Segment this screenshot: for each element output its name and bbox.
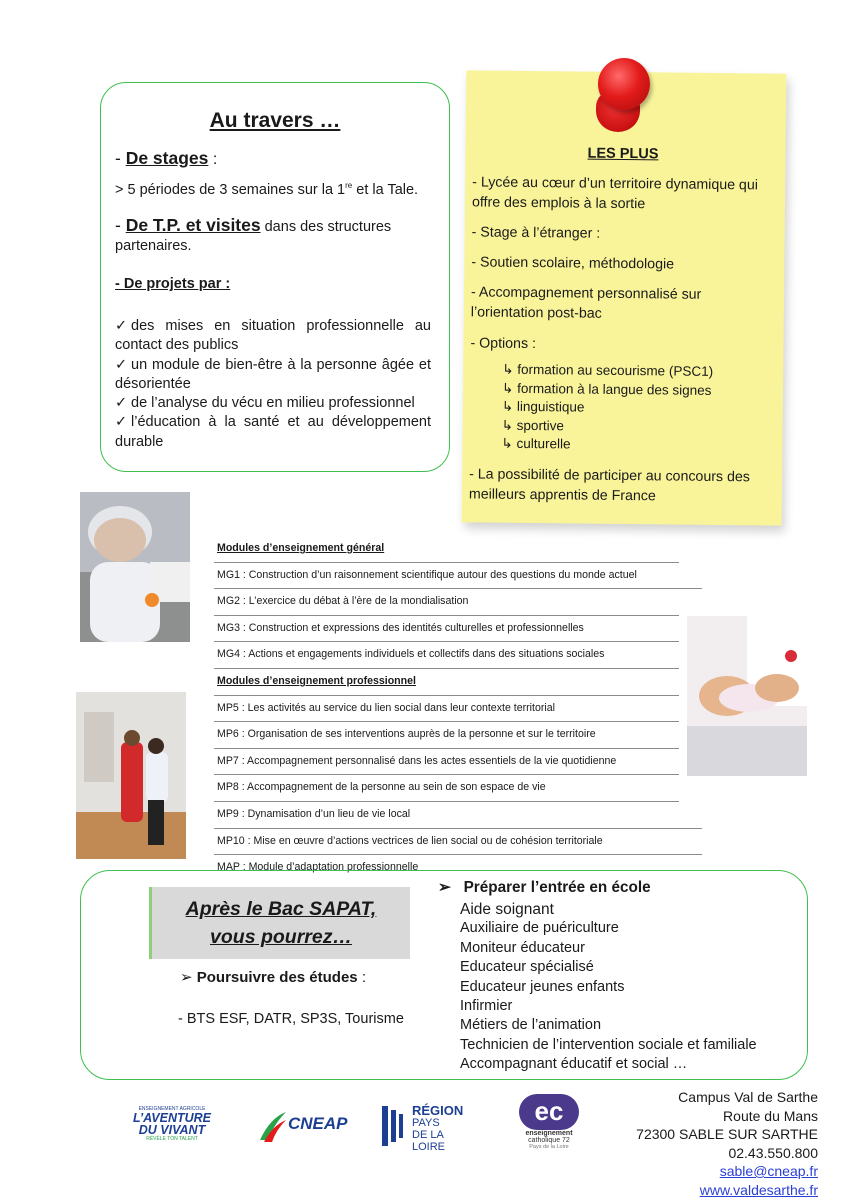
arrow-icon: ↳ (501, 380, 518, 396)
table-row: MAP : Module d’adaptation professionnelle (217, 861, 419, 874)
check-item: ✓ de l’analyse du vécu en milieu professionnel (115, 394, 431, 413)
stages-heading: - De stages : (115, 148, 218, 168)
logo-region-pays-de-la-loire: RÉGION PAYS DE LA LOIRE (382, 1104, 472, 1148)
photo-students-practice (76, 692, 186, 859)
stages-label: De stages (125, 148, 209, 168)
table-row: MP10 : Mise en œuvre d’actions vectrices de lien social ou de cohésion territoriale (214, 829, 702, 856)
les-plus-title: LES PLUS (587, 145, 659, 163)
arrow-bullet-icon: ➢ (180, 969, 197, 986)
table-row: MP5 : Les activités au service du lien social dans leur contexte territorial (214, 696, 679, 723)
note-item: - Accompagnement personnalisé sur l’orientation post-bac (470, 284, 702, 322)
address-road: Route du Mans (723, 1107, 818, 1124)
option-item: ↳ formation à la langue des signes (501, 380, 712, 398)
table-row: MG1 : Construction d’un raisonnement scientifique autour des questions du monde actuel (214, 563, 702, 590)
note-item: - Soutien scolaire, méthodologie (471, 254, 675, 273)
les-plus-note (462, 70, 787, 525)
modules-table (214, 536, 702, 881)
campus-name: Campus Val de Sarthe (678, 1089, 818, 1105)
address-city: 72300 SABLE SUR SARTHE (636, 1126, 818, 1142)
list-item: Aide soignant (460, 901, 554, 918)
left-box-title: Au travers … (209, 109, 341, 132)
table-row: MP6 : Organisation de ses interventions auprès de la personne et sur le territoire (214, 722, 679, 749)
photo-baby-care (687, 616, 807, 776)
preparer-ecole: ➢ Préparer l’entrée en école (438, 879, 651, 896)
logo-aventure-du-vivant: ENSEIGNEMENT AGRICOLE L’AVENTURE DU VIVANT RÉVÈLE TON TALENT (132, 1106, 211, 1142)
website-link[interactable]: www.valdesarthe.fr (699, 1181, 818, 1198)
checkmark-icon: ✓ (115, 414, 128, 431)
contact-block (636, 1088, 818, 1199)
table-header-professionnel: Modules d’enseignement professionnel (214, 669, 679, 696)
list-item: Educateur spécialisé (460, 959, 594, 976)
list-item: Infirmier (460, 998, 513, 1015)
arrow-icon: ↳ (501, 436, 517, 452)
checkmark-icon: ✓ (115, 356, 128, 373)
note-item: - Options : (470, 335, 537, 353)
region-stripes-icon (382, 1106, 406, 1146)
note-item: - Lycée au cœur d’un territoire dynamique qui offre des emplois à la sortie (471, 174, 759, 213)
phone-number: 02.43.550.800 (728, 1144, 818, 1161)
note-item: - Stage à l’étranger : (471, 224, 601, 242)
list-item: Métiers de l’animation (460, 1017, 602, 1034)
check-item: ✓ l’éducation à la santé et au développement durable (115, 414, 431, 450)
photo-student-cooking (80, 492, 190, 642)
checkmark-icon: ✓ (115, 318, 128, 334)
tp-label: De T.P. et visites (125, 215, 261, 235)
arrow-icon: ↳ (501, 398, 517, 415)
logo-enseignement-catholique: ec enseignement catholique 72 Pays de la Loire (512, 1094, 586, 1160)
left-info-box (100, 82, 450, 472)
ec-mark: ec (519, 1094, 579, 1130)
list-item: Educateur jeunes enfants (460, 978, 625, 995)
option-item: ↳ linguistique (501, 398, 585, 415)
table-header-general: Modules d’enseignement général (214, 536, 679, 563)
arrow-icon: ↳ (501, 417, 517, 433)
check-item: ✓ des mises en situation professionnelle au contact des publics (115, 318, 431, 354)
list-item: Technicien de l’intervention sociale et familiale (460, 1036, 757, 1053)
option-item: ↳ sportive (501, 417, 565, 434)
table-row: MP7 : Accompagnement personnalisé dans les actes essentiels de la vie quotidienne (214, 749, 679, 776)
arrow-bullet-icon: ➢ (438, 879, 464, 896)
pushpin-head-icon (598, 58, 650, 110)
arrow-icon: ↳ (502, 361, 518, 377)
table-row: MG2 : L’exercice du débat à l’ère de la mondialisation (214, 589, 679, 616)
tp-paragraph: - De T.P. et visites dans des structures partenaires. (115, 215, 392, 254)
note-item-last: - La possibilité de participer au concours des meilleurs apprentis de France (468, 466, 750, 505)
option-item: ↳ culturelle (501, 436, 571, 452)
checkmark-icon: ✓ (115, 395, 128, 412)
note-content (469, 70, 775, 525)
option-item: ↳ formation au secourisme (PSC1) (502, 361, 714, 379)
list-item: Moniteur éducateur (460, 939, 585, 956)
table-row: MP8 : Accompagnement de la personne au sein de son espace de vie (214, 775, 679, 802)
stages-text: > 5 périodes de 3 semaines sur la 1re et la Tale. (115, 181, 419, 198)
projets-label: - De projets par : (115, 276, 231, 292)
check-item: ✓ un module de bien-être à la personne âgée et désorientée (115, 356, 431, 392)
list-item: Accompagnant éducatif et social … (460, 1056, 688, 1073)
careers-list (460, 900, 757, 1075)
options-list (501, 361, 713, 456)
email-link[interactable]: sable@cneap.fr (719, 1163, 818, 1179)
poursuivre-etudes: ➢ Poursuivre des études : (180, 969, 366, 986)
cneap-swoosh-icon (258, 1110, 288, 1144)
apres-bac-heading: Après le Bac SAPAT, vous pourrez… (149, 887, 410, 959)
table-row: MP9 : Dynamisation d’un lieu de vie local (214, 802, 702, 829)
table-row: MG4 : Actions et engagements individuels et collectifs dans des situations sociales (214, 642, 679, 669)
logo-cneap: CNEAP (258, 1108, 344, 1144)
projets-list (115, 317, 431, 452)
list-item: Auxiliaire de puériculture (460, 920, 619, 937)
table-row: MG3 : Construction et expressions des identités culturelles et professionnelles (214, 616, 679, 643)
bts-list: - BTS ESF, DATR, SP3S, Tourisme (178, 1011, 404, 1027)
